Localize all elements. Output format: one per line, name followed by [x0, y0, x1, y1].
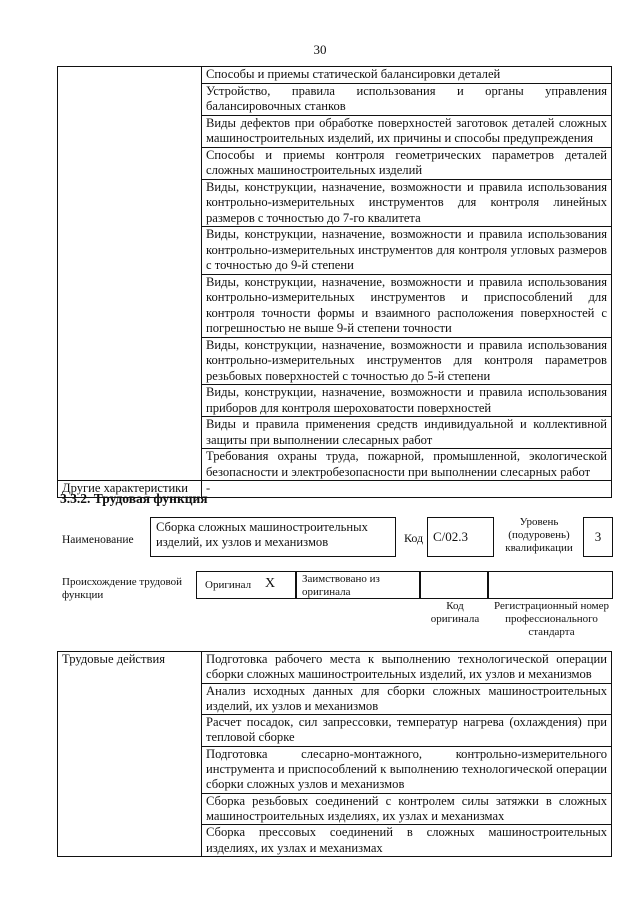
other-characteristics-label: Другие характеристики: [58, 481, 202, 498]
knowledge-label-cell: [58, 67, 202, 481]
action-item: Расчет посадок, сил запрессовки, температур нагрева (охлаждения) при тепловой сборке: [202, 715, 612, 747]
action-row: [58, 652, 612, 684]
knowledge-item: Виды и правила применения средств индивидуальной и коллективной защиты при выполнении слесарных работ: [202, 417, 612, 449]
knowledge-item: Способы и приемы статической балансировки деталей: [202, 67, 612, 84]
knowledge-item: Виды, конструкции, назначение, возможности и правила использования контрольно-измерительных инструментов для контроля параметров резьбовых поверхностей с точностью до 5-й степени: [202, 337, 612, 385]
knowledge-item: Способы и приемы контроля геометрических параметров деталей сложных машиностроительных изделий: [202, 147, 612, 179]
knowledge-item: Требования охраны труда, пожарной, промышленной, экологической безопасности и электробезопасности при выполнении слесарных работ: [202, 449, 612, 481]
code-label: Код: [404, 531, 424, 545]
action-item: Сборка прессовых соединений в сложных машиностроительных изделиях, их узлах и механизмах: [202, 825, 612, 857]
origin-label: Происхождение трудовой функции: [62, 576, 183, 601]
other-characteristics-value: -: [202, 481, 612, 498]
action-item: Анализ исходных данных для сборки сложных машиностроительных изделий, их узлов и механизмов: [202, 683, 612, 715]
origin-code-cell: [420, 571, 488, 599]
knowledge-item: Виды, конструкции, назначение, возможности и правила использования контрольно-измерительных инструментов и приспособлений для контроля точности формы и взаимного расположения поверхностей с погрешностью не выше 9-й степени точности: [202, 274, 612, 337]
level-box: [583, 517, 613, 557]
reg-caption: Регистрационный номер профессионального стандарта: [493, 600, 610, 638]
knowledge-table: [57, 66, 612, 498]
original-cell: [196, 571, 296, 599]
actions-label: Трудовые действия: [58, 652, 202, 857]
original-mark: X: [265, 576, 276, 591]
actions-table: [57, 651, 612, 857]
action-item: Подготовка слесарно-монтажного, контрольно-измерительного инструмента и приспособлений к выполнению технологической операции сборки сложных узлов и механизмов: [202, 746, 612, 793]
borrowed-label: Заимствовано из оригинала: [302, 573, 380, 598]
section-heading: 3.3.2. Трудовая функция: [60, 491, 208, 506]
original-label: Оригинал: [205, 579, 252, 591]
knowledge-item: Виды дефектов при обработке поверхностей заготовок деталей сложных машиностроительных изделий, их причины и способы предупреждения: [202, 115, 612, 147]
knowledge-item: Виды, конструкции, назначение, возможности и правила использования приборов для контроля шероховатости поверхностей: [202, 385, 612, 417]
knowledge-item: Виды, конструкции, назначение, возможности и правила использования контрольно-измерительных инструментов для контроля угловых размеров с точностью до 9-й степени: [202, 227, 612, 275]
code-value: C/02.3: [433, 529, 469, 544]
knowledge-item: Виды, конструкции, назначение, возможности и правила использования контрольно-измерительных инструментов для контроля линейных размеров с точностью до 7-го квалитета: [202, 179, 612, 227]
level-value: 3: [594, 529, 602, 544]
page-number: 30: [313, 42, 327, 57]
borrowed-cell: [296, 571, 420, 599]
name-box: [150, 517, 396, 557]
action-item: Подготовка рабочего места к выполнению технологической операции сборки сложных машиностроительных изделий, их узлов и механизмов: [202, 652, 612, 684]
name-label: Наименование: [62, 534, 134, 546]
origin-reg-cell: [488, 571, 613, 599]
knowledge-row: [58, 67, 612, 84]
name-value: Сборка сложных машиностроительных изделий, их узлов и механизмов: [156, 520, 368, 549]
code-caption: Код оригинала: [430, 600, 480, 625]
action-item: Сборка резьбовых соединений с контролем силы затяжки в сложных машиностроительных изделиях, их узлах и механизмах: [202, 793, 612, 825]
level-label: Уровень (подуровень) квалификации: [505, 516, 573, 554]
knowledge-item: Устройство, правила использования и органы управления балансировочных станков: [202, 83, 612, 115]
code-box: [427, 517, 494, 557]
